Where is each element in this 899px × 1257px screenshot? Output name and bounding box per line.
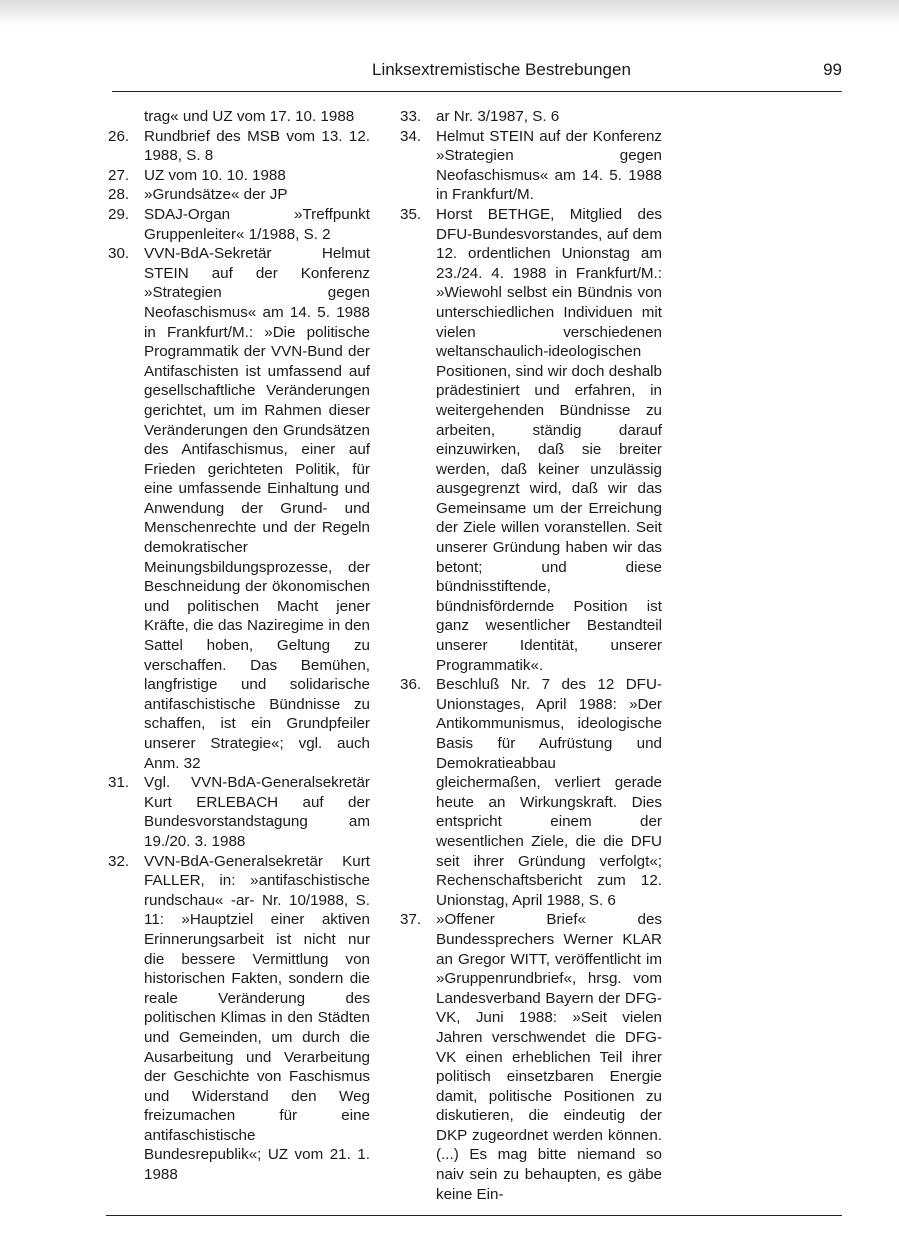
footnote-continuation: trag« und UZ vom 17. 10. 1988 xyxy=(144,108,355,125)
footnote-number: 34. xyxy=(400,127,422,145)
running-header-title: Linksextremistische Bestrebungen xyxy=(372,60,631,79)
page-top-shadow xyxy=(0,0,899,26)
left-column xyxy=(108,107,370,1185)
footer-rule xyxy=(106,1215,842,1216)
footnote-33 xyxy=(400,107,662,127)
running-header xyxy=(112,60,842,86)
footnote-number: 33. xyxy=(400,108,422,125)
footnote-text: Beschluß Nr. 7 des 12 DFU-Unionstages, April 1988: »Der Antikommunismus, ideologische Basis für Aufrüstung und Demokratieabbau gleichermaßen, verliert gerade heute an Wirkungskraft. Dies entspricht einem der wesentlichen Ziele, die die DFU seit ihrer Gründung verfolgt«; Rechenschaftsbericht zum 12. Unionstag, April 1988, S. 6 xyxy=(436,676,662,909)
footnote-number: 36. xyxy=(400,676,422,694)
footnote-number: 35. xyxy=(400,205,422,223)
footnote-text: »Grundsätze« der JP xyxy=(144,186,288,204)
footnote-number: 32. xyxy=(108,852,130,870)
footnote-32 xyxy=(108,852,370,1185)
footnote-number: 28. xyxy=(108,186,130,204)
footnote-28 xyxy=(108,185,370,205)
footnote-number: 31. xyxy=(108,774,130,792)
footnote-text: UZ vom 10. 10. 1988 xyxy=(144,166,286,184)
footnote-text: Horst BETHGE, Mitglied des DFU-Bundesvorstandes, auf dem 12. ordentlichen Unionstag am 23./24. 4. 1988 in Frankfurt/M.: »Wiewohl selbst ein Bündnis von unterschiedlichen Individuen mit vielen verschiedenen weltanschaulich-ideologischen Positionen, sind wir doch deshalb prädestiniert und erfahren, in weitergehenden Bündnisse zu arbeiten, ständig darauf einzuwirken, daß sie breiter werden, daß keiner unzulässig ausgegrenzt wird, daß wir das Gemeinsame um der Erreichung der Ziele willen voranstellen. Seit unserer Gründung haben wir das betont; und diese bündnisstiftende, bündnisfördernde Position ist ganz wesentlicher Bestandteil unserer Identität, unserer Programmatik«. xyxy=(436,205,662,674)
header-rule xyxy=(112,91,842,92)
footnote-37 xyxy=(400,910,662,1204)
footnote-number: 29. xyxy=(108,205,130,223)
footnote-31 xyxy=(108,773,370,851)
footnote-number: 37. xyxy=(400,911,422,929)
footnote-number: 27. xyxy=(108,166,130,184)
footnote-29 xyxy=(108,205,370,244)
footnote-35 xyxy=(400,205,662,675)
footnote-text: SDAJ-Organ »Treffpunkt Gruppenleiter« 1/1988, S. 2 xyxy=(144,205,370,243)
right-column xyxy=(400,107,662,1204)
footnote-text: VVN-BdA-Generalsekretär Kurt FALLER, in: »antifaschistische rundschau« -ar- Nr. 10/1988, S. 11: »Hauptziel einer aktiven Erinnerungsarbeit ist nicht nur die bessere Vermittlung von historischen Fakten, sondern die reale Veränderung des politischen Klimas in den Städten und Gemeinden, um durch die Ausarbeitung und Verarbeitung der Geschichte von Faschismus und Widerstand den Weg freizumachen für eine antifaschistische Bundesrepublik«; UZ vom 21. 1. 1988 xyxy=(144,852,370,1184)
footnote-text: ar Nr. 3/1987, S. 6 xyxy=(436,108,560,125)
footnote-text: »Offener Brief« des Bundessprechers Werner KLAR an Gregor WITT, veröffentlicht im »Gruppenrundbrief«, hrsg. vom Landesverband Bayern der DFG-VK, Juni 1988: »Seit vielen Jahren verschwendet die DFG-VK einen erheblichen Teil ihrer politisch einsetzbaren Energie damit, politische Positionen zu diskutieren, die eindeutig der DKP zugeordnet werden können. (...) Es mag bitte niemand so naiv sein zu behaupten, es gäbe keine Ein- xyxy=(436,911,662,1203)
footnote-text: VVN-BdA-Sekretär Helmut STEIN auf der Konferenz »Strategien gegen Neofaschismus« am 14. 5. 1988 in Frankfurt/M.: »Die politische Programmatik der VVN-Bund der Antifaschisten ist umfassend auf gesellschaftliche Veränderungen gerichtet, um im Rahmen dieser Veränderungen den Grundsätzen des Antifaschismus, einer auf Frieden gerichteten Politik, für eine umfassende Einhaltung und Anwendung der Grund- und Menschenrechte und der Regeln demokratischer Meinungsbildungsprozesse, der Beschneidung der ökonomischen und politischen Macht jener Kräfte, die das Naziregime in den Sattel hoben, Geltung zu verschaffen. Das Bemühen, langfristige und solidarische antifaschistische Bündnisse zu schaffen, ist ein Grundpfeiler unserer Strategie«; vgl. auch Anm. 32 xyxy=(144,245,370,772)
footnote-text: Helmut STEIN auf der Konferenz »Strategien gegen Neofaschismus« am 14. 5. 1988 in Frankfurt/M. xyxy=(436,127,662,204)
footnote-number: 30. xyxy=(108,245,130,263)
footnote-26 xyxy=(108,127,370,166)
footnote-number: 26. xyxy=(108,127,130,145)
footnote-30 xyxy=(108,244,370,773)
footnote-36 xyxy=(400,675,662,910)
page-number: 99 xyxy=(823,60,842,79)
footnote-27 xyxy=(108,166,370,186)
footnote-text: Vgl. VVN-BdA-Generalsekretär Kurt ERLEBACH auf der Bundesvorstandstagung am 19./20. 3. 1988 xyxy=(144,774,370,850)
footnote-text: Rundbrief des MSB vom 13. 12. 1988, S. 8 xyxy=(144,127,370,165)
footnote-34 xyxy=(400,127,662,205)
